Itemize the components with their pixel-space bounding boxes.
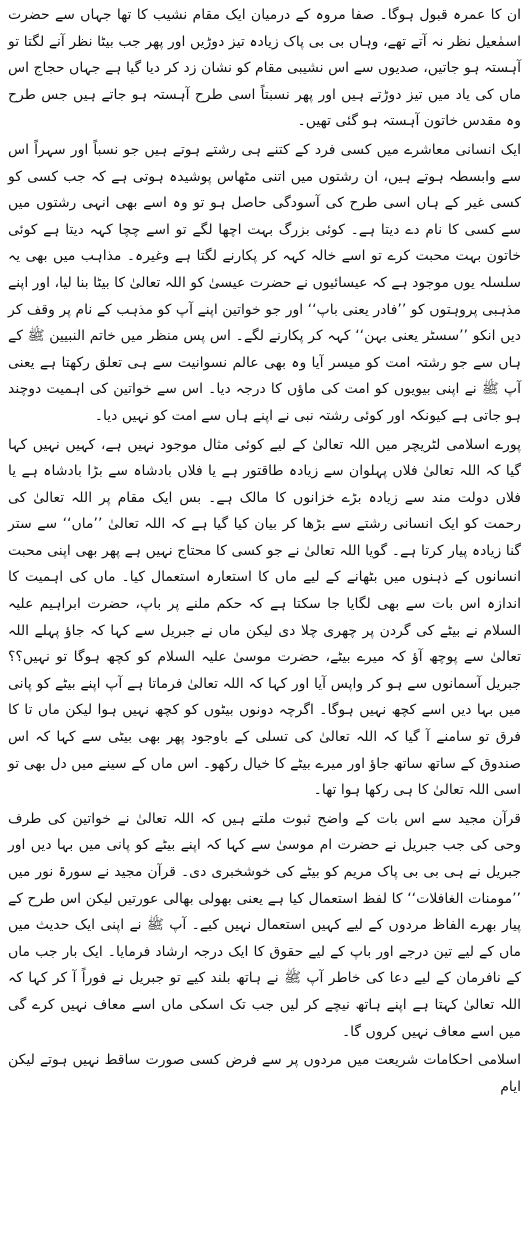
paragraph-4: قرآن مجید سے اس بات کے واضح ثبوت ملتے ہیں کہ اللہ تعالیٰ نے خواتین کی طرف وحی کی جب جبریل نے حضرت ام موسیٰ سے کہا کہ اپنے بیٹے کو پانی میں بہا دیں اور جبریل نے ہی بی بی پاک مریم کو بیٹے کی خوشخبری دی۔ قرآن مجید نے سورۃ نور میں ’’مومنات الغافلات‘‘ کا لفظ استعمال کیا ہے یعنی بھولی بھالی عورتیں لیکن اس طرح کے پیار بھرے الفاظ مردوں کے لیے کہیں استعمال نہیں کیے۔ آپ ﷺ نے اپنی ایک حدیث میں ماں کے لیے تین درجے اور باپ کے لیے حقوق کا ایک درجہ ارشاد فرمایا۔ ایک بار جب ماں کے نافرمان کے لیے دعا کی خاطر آپ ﷺ نے ہاتھ بلند کیے تو جبریل نے فوراً آ کر کہا کہ اللہ تعالیٰ کہتا ہے اپنے ہاتھ نیچے کر لیں جب تک اسکی ماں اسے معاف نہیں کرے گی میں اسے معاف نہیں کروں گا۔ bbox=[8, 810, 521, 1040]
paragraph-1: ان کا عمرہ قبول ہوگا۔ صفا مروہ کے درمیان ایک مقام نشیب کا تھا جہاں سے حضرت اسمٰعیل نظر نہ آتے تھے، وہاں بی بی پاک زیادہ تیز دوڑیں اور پھر جب بیٹا نظر آنے لگتا تو آہستہ ہو جاتیں، صدیوں سے اس نشیبی مقام کو نشان زد کر دیا گیا ہے جہاں حجاج اس ماں کی یاد میں تیز دوڑتے ہیں اور پھر نسبتاً اسی طرح آہستہ ہو جاتے ہیں جس طرح وہ مقدس خاتون آہستہ ہو گئی تھیں۔ bbox=[8, 7, 521, 130]
paragraph-3: پورے اسلامی لٹریچر میں اللہ تعالیٰ کے لیے کوئی مثال موجود نہیں ہے، کہیں نہیں کہا گیا کہ اللہ تعالیٰ فلاں پہلوان سے زیادہ طاقتور ہے یا فلاں بادشاہ سے بڑا بادشاہ ہے یا فلاں دولت مند سے زیادہ بڑے خزانوں کا مالک ہے۔ بس ایک مقام پر اللہ تعالیٰ کی رحمت کو ایک انسانی رشتے سے بڑھا کر بیان کیا گیا ہے کہ اللہ تعالیٰ ’’ماں‘‘ سے ستر گنا زیادہ پیار کرتا ہے۔ گویا اللہ تعالیٰ نے جو کسی کا محتاج نہیں ہے پھر بھی اپنی محبت انسانوں کے ذہنوں میں بٹھانے کے لیے ماں کا استعارہ استعمال کیا۔ ماں کی اہمیت کا اندازہ اس بات سے بھی لگایا جا سکتا ہے کہ حکم ملنے پر باپ، حضرت ابراہیم علیہ السلام نے بیٹے کی گردن پر چھری چلا دی لیکن ماں نے جبریل سے کہا کہ جاؤ پہلے اللہ تعالیٰ سے پوچھ آؤ کہ میرے بیٹے، حضرت موسیٰ علیہ السلام کو کچھ ہوگا تو نہیں؟؟ جبریل آسمانوں سے ہو کر واپس آیا اور کہا کہ اللہ تعالیٰ فرماتا ہے آپ اپنے بیٹے کو پانی میں بہا دیں اسے کچھ نہیں ہوگا۔ اگرچہ دونوں بیٹوں کو کچھ نہیں ہوا لیکن ماں تا کا فرق تو سامنے آ گیا کہ اللہ تعالیٰ کی تسلی کے باوجود پھر بھی بیٹی سے کہا کہ اس صندوق کے ساتھ ساتھ جاؤ اور میرے بیٹے کا خیال رکھو۔ اس ماں کے سینے میں دل بھی تو اسی اللہ تعالیٰ کا ہی رکھا ہوا تھا۔ bbox=[8, 436, 521, 799]
paragraph-2: ایک انسانی معاشرے میں کسی فرد کے کتنے ہی رشتے ہوتے ہیں جو نسباً اور سہراً اس سے وابسطہ ہوتے ہیں، ان رشتوں میں اتنی مٹھاس پوشیدہ ہوتی ہے کہ جب کسی کو کسی غیر کے ہاں اسی طرح کی آسودگی حاصل ہو تو وہ اسے بھی انہی رشتوں میں سے کسی کا نام دے دیتا ہے۔ کوئی بزرگ بہت اچھا لگے تو اسے چچا کہہ دیتا ہے کوئی خاتون بہت محبت کرے تو اسے خالہ کہہ کر پکارنے لگتا ہے وغیرہ۔ مذاہب میں بھی یہ سلسلہ یوں موجود ہے کہ عیسائیوں نے حضرت عیسیٰ کو اللہ تعالیٰ کا بیٹا بنا لیا، اور اپنے مذہبی پروہتوں کو ’’فادر یعنی باپ‘‘ اور جو خواتین اپنے آپ کو مذہب کے نام پر وقف کر دیں انکو ’’سسٹر یعنی بہن‘‘ کہہ کر پکارنے لگے۔ اس پس منظر میں خاتم النبیین ﷺ کے ہاں سے جو رشتہ امت کو میسر آیا وہ بھی عالم نسوانیت سے ہی تعلق رکھتا ہے یعنی آپ ﷺ نے اپنی بیویوں کو امت کی ماؤں کا درجہ دیا۔ اس سے خواتین کی اہمیت دوچند ہو جاتی ہے کیونکہ اور کوئی رشتہ نبی نے اپنے ہاں سے امت کو نہیں دیا۔ bbox=[8, 141, 521, 424]
paragraph-5: اسلامی احکامات شریعت میں مردوں پر سے فرض کسی صورت ساقط نہیں ہوتے لیکن ایام bbox=[8, 1052, 521, 1095]
